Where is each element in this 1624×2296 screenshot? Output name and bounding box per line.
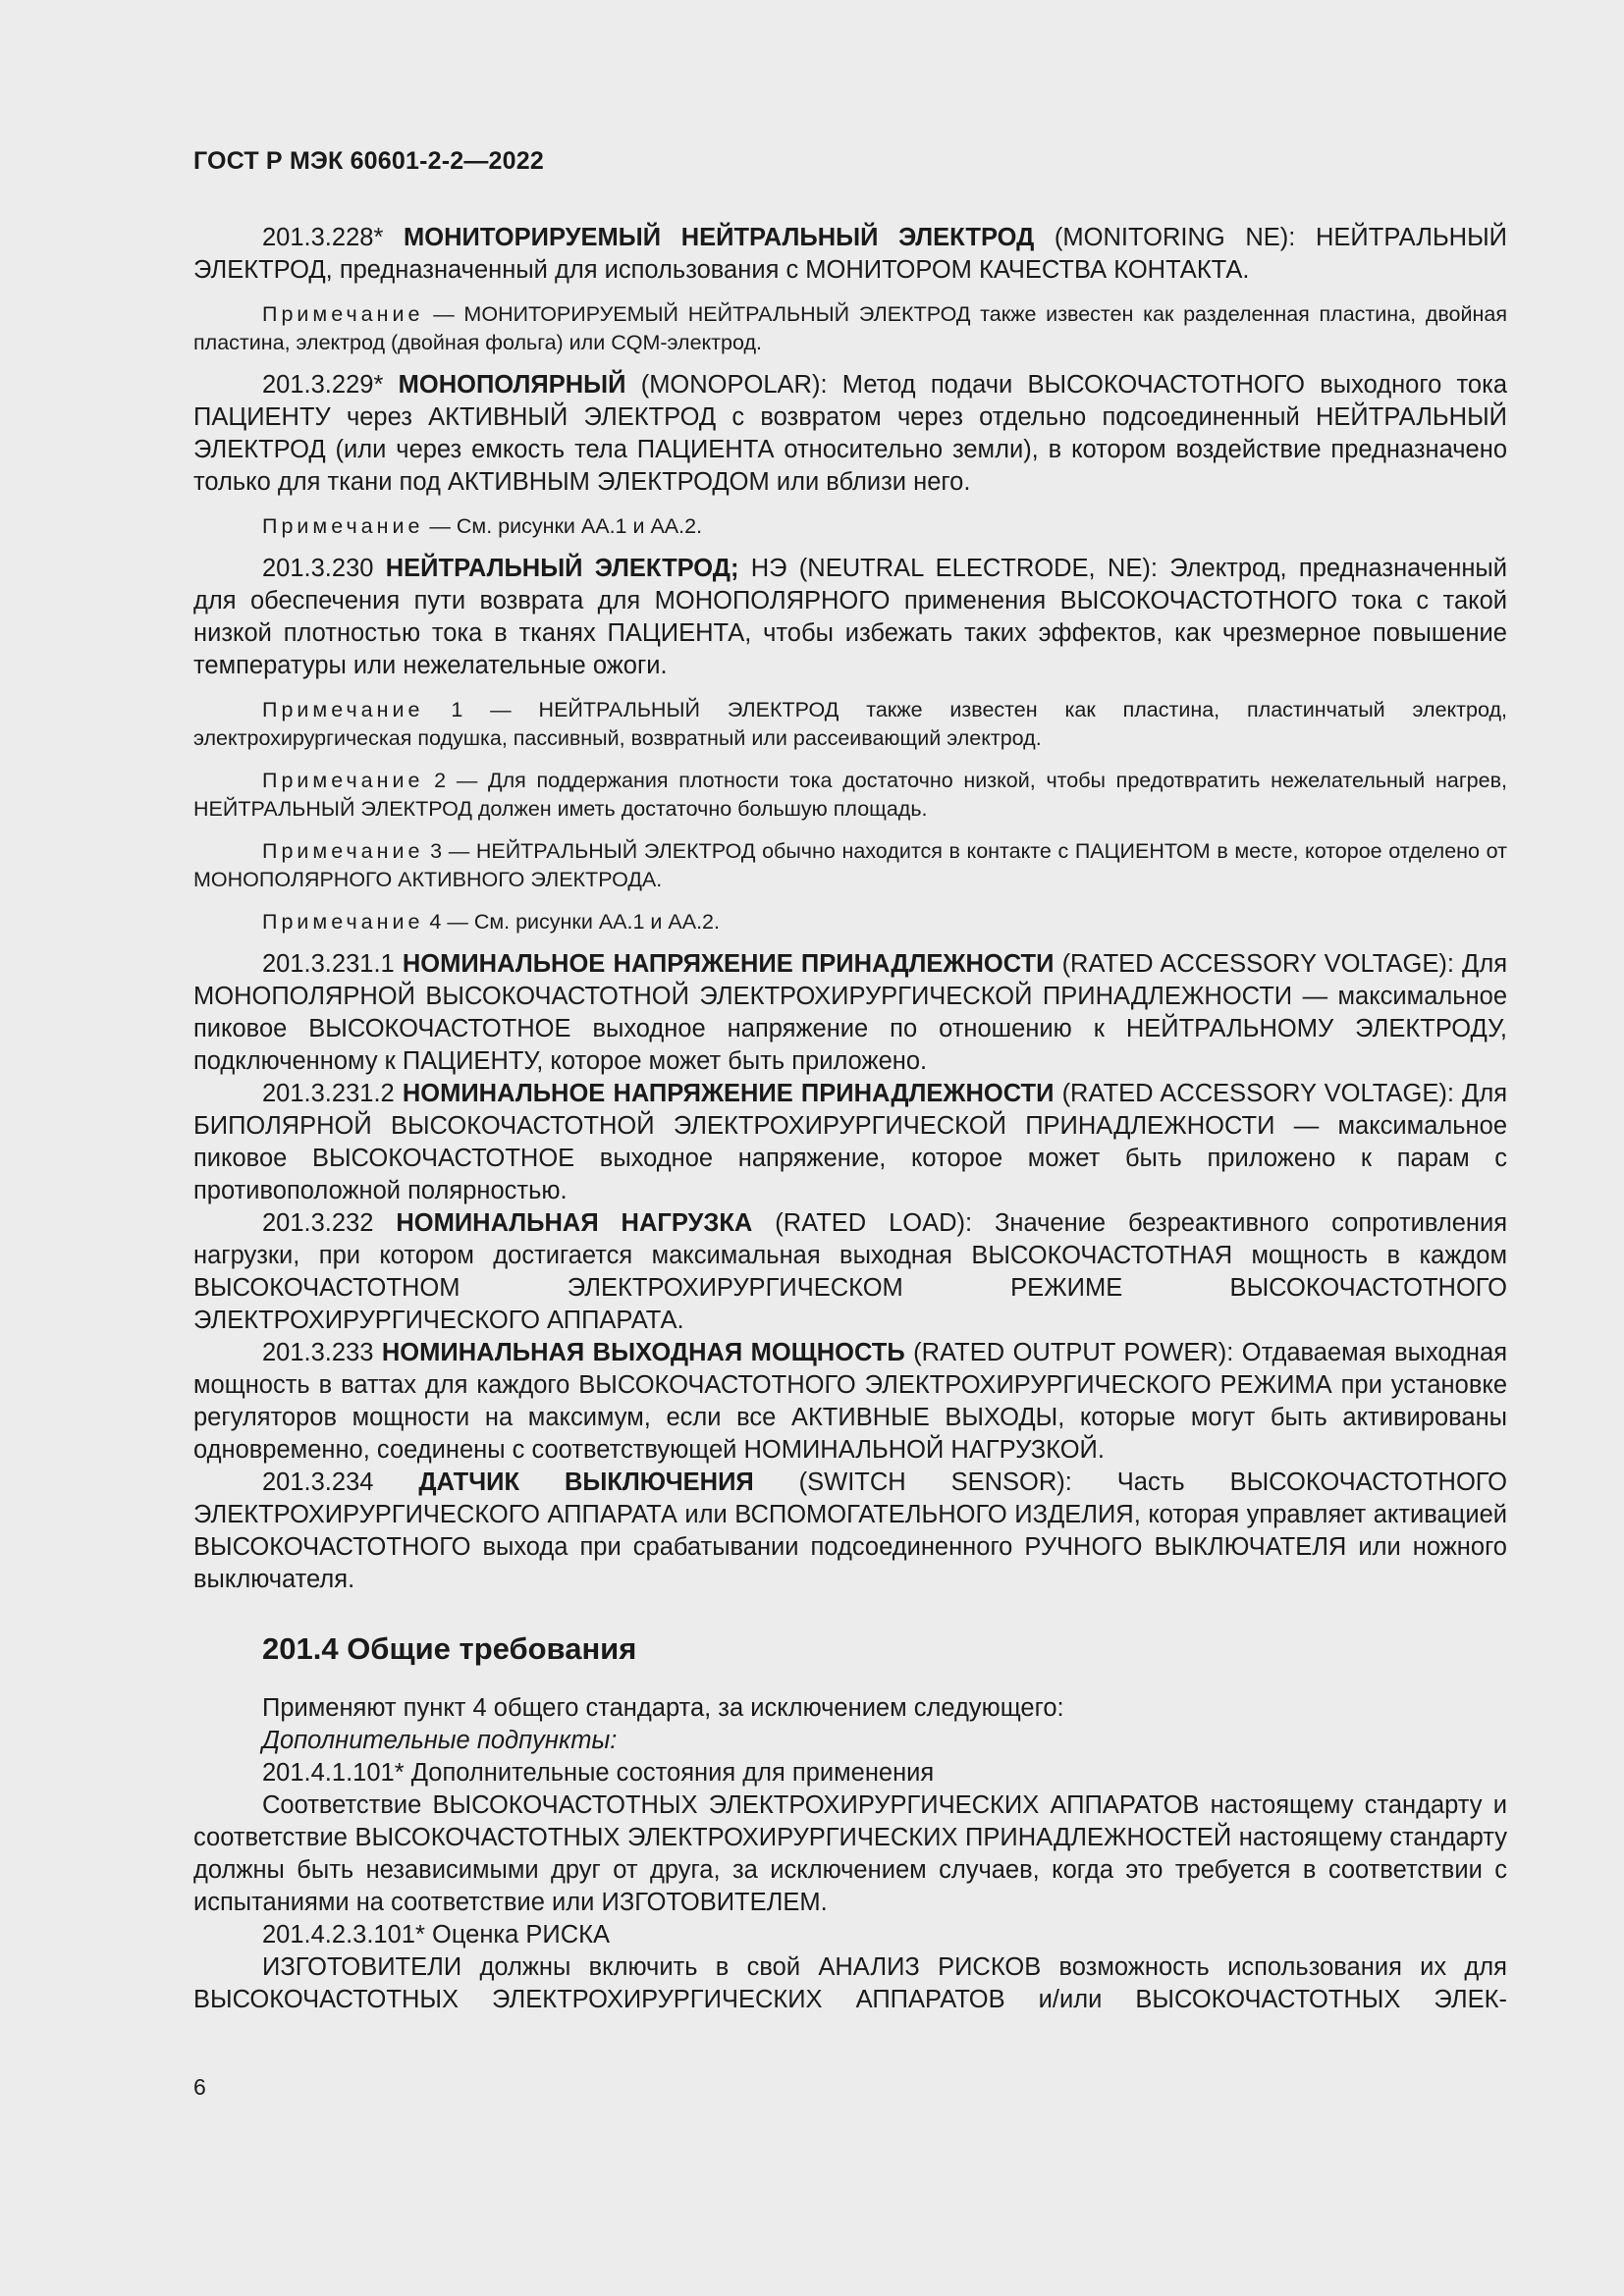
note-201-3-230-4	[193, 908, 1507, 936]
term: НОМИНАЛЬНОЕ НАПРЯЖЕНИЕ ПРИНАДЛЕЖНОСТИ	[402, 1080, 1055, 1107]
note-text: 4 — См. рисунки АА.1 и АА.2.	[423, 910, 720, 934]
clause-number: 201.3.230	[262, 555, 386, 582]
general-paragraph-1: Применяют пункт 4 общего стандарта, за исключением следующего:	[262, 1694, 1064, 1722]
definition-201-3-229	[193, 369, 1507, 499]
clause-number: 201.3.229*	[262, 371, 399, 399]
definition-201-3-233	[193, 1337, 1507, 1467]
note-label: Примечание	[262, 698, 424, 721]
note-label: Примечание	[262, 910, 424, 934]
term: ДАТЧИК ВЫКЛЮЧЕНИЯ	[418, 1468, 754, 1496]
note-label: Примечание	[262, 839, 424, 863]
term: НОМИНАЛЬНОЕ НАПРЯЖЕНИЕ ПРИНАДЛЕЖНОСТИ	[402, 950, 1055, 978]
page-number: 6	[193, 2074, 206, 2100]
document-header: ГОСТ Р МЭК 60601-2-2—2022	[193, 147, 544, 175]
definition-201-3-231-2	[193, 1078, 1507, 1207]
note-text: 3 — НЕЙТРАЛЬНЫЙ ЭЛЕКТРОД обычно находится в контакте с ПАЦИЕНТОМ в месте, которое отделено от МОНОПОЛЯРНОГО АКТИВНОГО ЭЛЕКТРОДА.	[193, 839, 1507, 891]
note-label: Примечание	[262, 769, 424, 792]
definition-text: (SWITCH SENSOR): Часть ВЫСОКОЧАСТОТНОГО ЭЛЕКТРОХИРУРГИЧЕСКОГО АППАРАТА или ВСПОМОГАТЕЛЬНОГО ИЗДЕЛИЯ, которая управляет активацией ВЫСОКОЧАСТОТНОГО выхода при срабатывании подсоединенного РУЧНОГО ВЫКЛЮЧАТЕЛЯ или ножного выключателя.	[193, 1468, 1507, 1593]
clause-201-4-1-101-title: 201.4.1.101* Дополнительные состояния для применения	[262, 1759, 935, 1787]
definition-text: (MONITORING NE): НЕЙТРАЛЬНЫЙ ЭЛЕКТРОД, предназначенный для использования с МОНИТОРОМ КАЧЕСТВА КОНТАКТА.	[193, 224, 1507, 284]
term: МОНИТОРИРУЕМЫЙ НЕЙТРАЛЬНЫЙ ЭЛЕКТРОД	[404, 224, 1035, 251]
note-201-3-230-2	[193, 767, 1507, 824]
definition-text: (RATED ACCESSORY VOLTAGE): Для МОНОПОЛЯРНОЙ ВЫСОКОЧАСТОТНОЙ ЭЛЕКТРОХИРУРГИЧЕСКОЙ ПРИНАДЛЕЖНОСТИ — максимальное пиковое ВЫСОКОЧАСТОТНОЕ выходное напряжение по отношению к НЕЙТРАЛЬНОМУ ЭЛЕКТРОДУ, подключенному к ПАЦИЕНТУ, которое может быть приложено.	[193, 950, 1508, 1075]
clause-number: 201.3.231.2	[262, 1080, 403, 1107]
term: НОМИНАЛЬНАЯ НАГРУЗКА	[396, 1209, 753, 1237]
note-label: Примечание	[262, 302, 424, 326]
definition-text: (MONOPOLAR): Метод подачи ВЫСОКОЧАСТОТНОГО выходного тока ПАЦИЕНТУ через АКТИВНЫЙ ЭЛЕКТРОД с возвратом через отдельно подсоединенный НЕЙТРАЛЬНЫЙ ЭЛЕКТРОД (или через емкость тела ПАЦИЕНТА относительно земли), в котором воздействие предназначено только для ткани под АКТИВНЫМ ЭЛЕКТРОДОМ или вблизи него.	[193, 371, 1508, 496]
clause-number: 201.3.231.1	[262, 950, 403, 978]
page-content	[193, 222, 1507, 2016]
note-text: — МОНИТОРИРУЕМЫЙ НЕЙТРАЛЬНЫЙ ЭЛЕКТРОД также известен как разделенная пластина, двойная пластина, электрод (двойная фольга) или CQM-электрод.	[193, 302, 1507, 354]
note-text: — См. рисунки АА.1 и АА.2.	[423, 514, 703, 538]
clause-number: 201.3.233	[262, 1339, 382, 1366]
note-text: 2 — Для поддержания плотности тока достаточно низкой, чтобы предотвратить нежелательный нагрев, НЕЙТРАЛЬНЫЙ ЭЛЕКТРОД должен иметь достаточно большую площадь.	[193, 769, 1507, 821]
definition-201-3-230	[193, 553, 1507, 682]
note-201-3-228	[193, 300, 1507, 357]
note-201-3-229	[193, 512, 1507, 541]
note-label: Примечание	[262, 514, 424, 538]
clause-number: 201.3.232	[262, 1209, 397, 1237]
note-201-3-230-3	[193, 837, 1507, 894]
definition-201-3-232	[193, 1207, 1507, 1337]
term: МОНОПОЛЯРНЫЙ	[398, 371, 626, 399]
additional-subclauses-label: Дополнительные подпункты:	[262, 1727, 618, 1754]
clause-201-4-2-3-101-title: 201.4.2.3.101* Оценка РИСКА	[262, 1921, 610, 1949]
clause-201-4-1-101-text: Соответствие ВЫСОКОЧАСТОТНЫХ ЭЛЕКТРОХИРУРГИЧЕСКИХ АППАРАТОВ настоящему стандарту и соответствие ВЫСОКОЧАСТОТНЫХ ЭЛЕКТРОХИРУРГИЧЕСКИХ ПРИНАДЛЕЖНОСТЕЙ настоящему стандарту должны быть независимыми друг от друга, за исключением случаев, когда это требуется в соответствии с испытаниями на соответствие или ИЗГОТОВИТЕЛЕМ.	[193, 1791, 1507, 1916]
definition-text: (RATED ACCESSORY VOLTAGE): Для БИПОЛЯРНОЙ ВЫСОКОЧАСТОТНОЙ ЭЛЕКТРОХИРУРГИЧЕСКОЙ ПРИНАДЛЕЖНОСТИ — максимальное пиковое ВЫСОКОЧАСТОТНОЕ выходное напряжение, которое может быть приложено к парам с противоположной полярностью.	[193, 1080, 1508, 1204]
term: НОМИНАЛЬНАЯ ВЫХОДНАЯ МОЩНОСТЬ	[381, 1339, 905, 1366]
note-201-3-230-1	[193, 696, 1507, 753]
note-text: 1 — НЕЙТРАЛЬНЫЙ ЭЛЕКТРОД также известен как пластина, пластинчатый электрод, электрохирургическая подушка, пассивный, возвратный или рассеивающий электрод.	[193, 698, 1507, 750]
definition-text: (RATED LOAD): Значение безреактивного сопротивления нагрузки, при котором достигается максимальная выходная ВЫСОКОЧАСТОТНАЯ мощность в каждом ВЫСОКОЧАСТОТНОМ ЭЛЕКТРОХИРУРГИЧЕСКОМ РЕЖИМЕ ВЫСОКОЧАСТОТНОГО ЭЛЕКТРОХИРУРГИЧЕСКОГО АППАРАТА.	[193, 1209, 1508, 1334]
clause-number: 201.3.234	[262, 1468, 419, 1496]
definition-text: НЭ (NEUTRAL ELECTRODE, NE): Электрод, предназначенный для обеспечения пути возврата для МОНОПОЛЯРНОГО применения ВЫСОКОЧАСТОТНОГО тока с такой низкой плотностью тока в тканях ПАЦИЕНТА, чтобы избежать таких эффектов, как чрезмерное повышение температуры или нежелательные ожоги.	[193, 555, 1507, 679]
definition-201-3-228	[193, 222, 1507, 287]
clause-number: 201.3.228*	[262, 224, 405, 251]
section-heading-201-4: 201.4 Общие требования	[262, 1631, 637, 1666]
definition-201-3-231-1	[193, 948, 1507, 1078]
clause-201-4-2-3-101-text: ИЗГОТОВИТЕЛИ должны включить в свой АНАЛИЗ РИСКОВ возможность использования их для ВЫСОКОЧАСТОТНЫХ ЭЛЕКТРОХИРУРГИЧЕСКИХ АППАРАТОВ и/или ВЫСОКОЧАСТОТНЫХ ЭЛЕК-	[193, 1953, 1507, 2013]
definition-201-3-234	[193, 1467, 1507, 1596]
term: НЕЙТРАЛЬНЫЙ ЭЛЕКТРОД;	[385, 555, 739, 582]
definition-text: (RATED OUTPUT POWER): Отдаваемая выходная мощность в ваттах для каждого ВЫСОКОЧАСТОТНОГО ЭЛЕКТРОХИРУРГИЧЕСКОГО РЕЖИМА при установке регуляторов мощности на максимум, если все АКТИВНЫЕ ВЫХОДЫ, которые могут быть активированы одновременно, соединены с соответствующей НОМИНАЛЬНОЙ НАГРУЗКОЙ.	[193, 1339, 1508, 1464]
